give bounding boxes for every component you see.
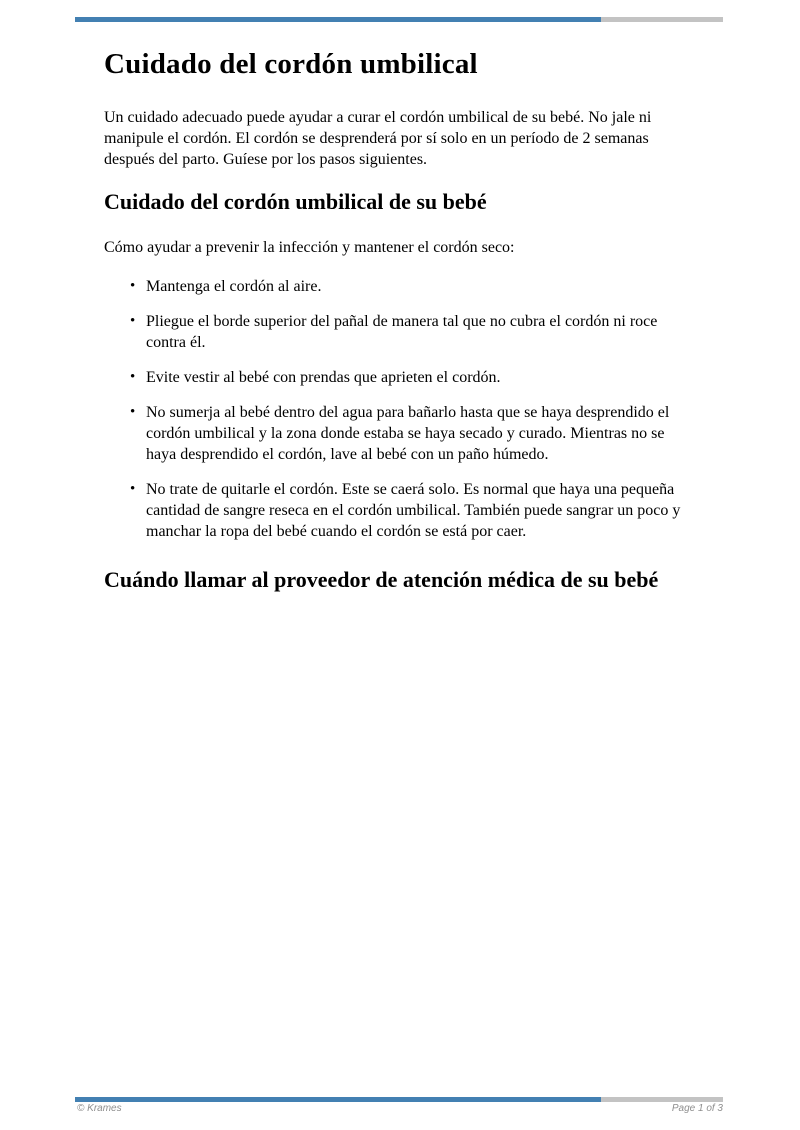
- list-item: [104, 367, 694, 388]
- list-item: [104, 276, 694, 297]
- footer-page-number: Page 1 of 3: [671, 1103, 723, 1114]
- care-instructions-list: [104, 276, 694, 542]
- header-rule-gray-segment: [601, 17, 723, 22]
- section-heading-care: Cuidado del cordón umbilical de su bebé: [104, 189, 487, 215]
- list-item-text: Mantenga el cordón al aire.: [146, 277, 322, 295]
- footer-copyright: © Krames: [77, 1103, 122, 1114]
- footer-rule: [75, 1097, 723, 1102]
- header-rule-blue-segment: [75, 17, 601, 22]
- list-item-text: No sumerja al bebé dentro del agua para bañarlo hasta que se haya desprendido el cordón umbilical y la zona donde estaba se haya secado y curado. Mientras no se haya desprendido el cordón, lave al bebé con un paño húmedo.: [146, 403, 670, 463]
- bullet-icon: •: [130, 368, 136, 385]
- list-item: [104, 311, 694, 353]
- header-rule: [75, 17, 723, 22]
- section-heading-when-to-call: Cuándo llamar al proveedor de atención médica de su bebé: [104, 566, 659, 592]
- document-title: Cuidado del cordón umbilical: [104, 48, 478, 80]
- bullet-icon: •: [130, 403, 136, 420]
- list-item-text: Pliegue el borde superior del pañal de manera tal que no cubra el cordón ni roce contra él.: [146, 312, 658, 351]
- bullet-icon: •: [130, 480, 136, 497]
- section-care-lead: Cómo ayudar a prevenir la infección y mantener el cordón seco:: [104, 238, 515, 256]
- list-item: [104, 479, 694, 542]
- list-item: [104, 402, 694, 465]
- footer-rule-blue-segment: [75, 1097, 601, 1102]
- list-item-text: Evite vestir al bebé con prendas que aprieten el cordón.: [146, 368, 501, 386]
- footer-rule-gray-segment: [601, 1097, 723, 1102]
- intro-paragraph: Un cuidado adecuado puede ayudar a curar el cordón umbilical de su bebé. No jale ni manipule el cordón. El cordón se desprenderá por sí solo en un período de 2 semanas después del parto. Guíese por los pasos siguientes.: [104, 109, 652, 169]
- bullet-icon: •: [130, 312, 136, 329]
- document-content: [104, 48, 694, 614]
- list-item-text: No trate de quitarle el cordón. Este se caerá solo. Es normal que haya una pequeña cantidad de sangre reseca en el cordón umbilical. También puede sangrar un poco y manchar la ropa del bebé cuando el cordón se está por caer.: [146, 480, 681, 540]
- bullet-icon: •: [130, 277, 136, 294]
